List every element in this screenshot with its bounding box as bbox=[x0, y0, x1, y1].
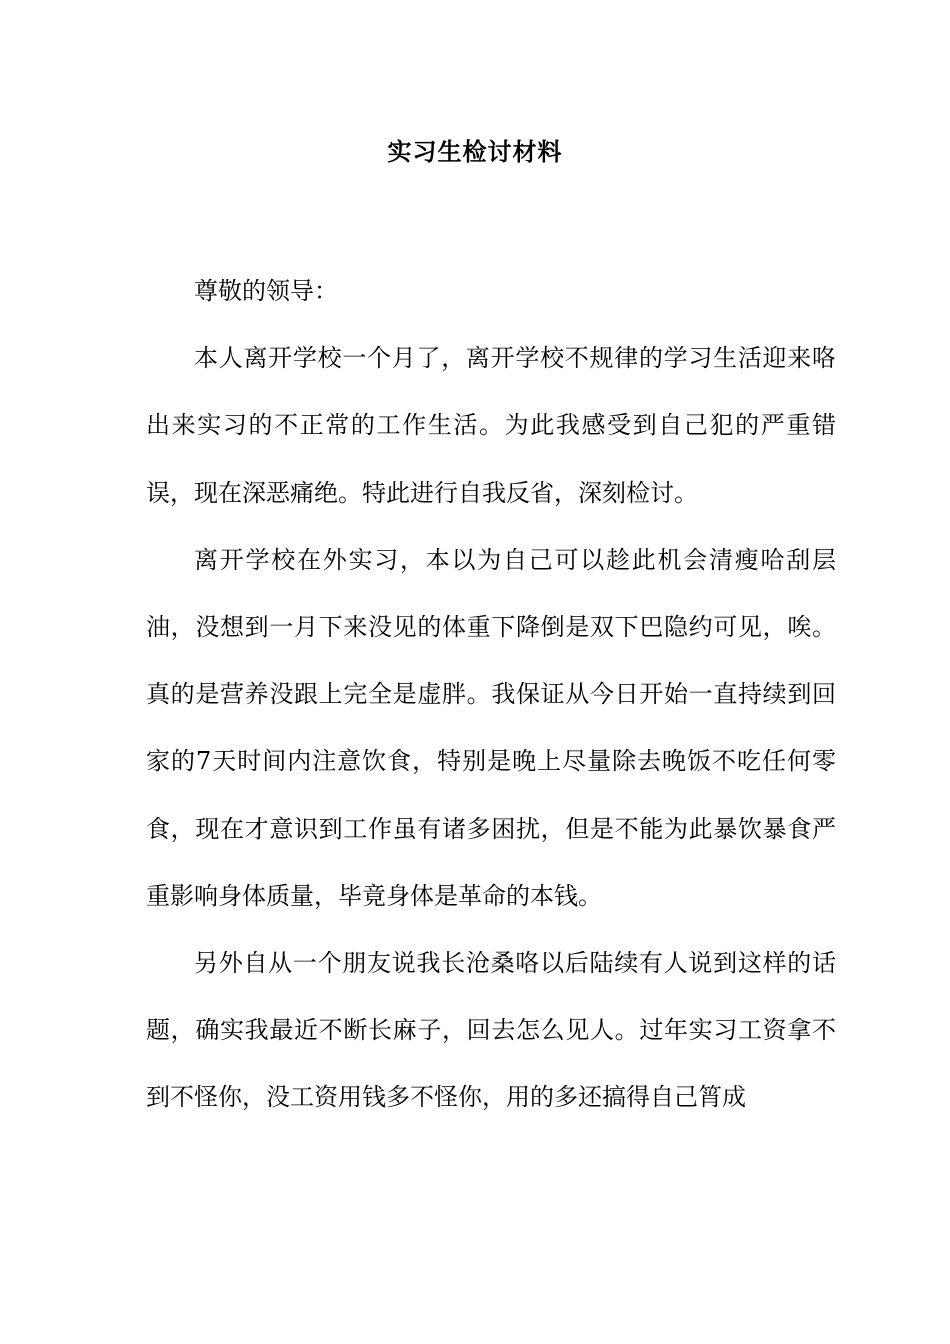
paragraph-2: 离开学校在外实习，本以为自己可以趁此机会清瘦哈刮层油，没想到一月下来没见的体重下降倒是双下巴隐约可见，唉。真的是营养没跟上完全是虚胖。我保证从今日开始一直持续到回家的7天时间内注意饮食，特别是晚上尽量除去晚饭不吃任何零食，现在才意识到工作虽有诸多困扰，但是不能为此暴饮暴食严重影响身体质量，毕竟身体是革命的本钱。 bbox=[146, 545, 836, 910]
salutation: 尊敬的领导： bbox=[194, 277, 338, 305]
document-title: 实习生检讨材料 bbox=[387, 137, 563, 166]
paragraph-3: 另外自从一个朋友说我长沧桑咯以后陆续有人说到这样的话题，确实我最近不断长麻子，回去怎么见人。过年实习工资拿不到不怪你，没工资用钱多不怪你，用的多还搞得自己筲成 bbox=[146, 949, 836, 1112]
document-body bbox=[146, 258, 836, 1132]
paragraph-1: 本人离开学校一个月了，离开学校不规律的学习生活迎来咯出来实习的不正常的工作生活。为此我感受到自己犯的严重错误，现在深恶痛绝。特此进行自我反省，深刻检讨。 bbox=[146, 344, 836, 507]
